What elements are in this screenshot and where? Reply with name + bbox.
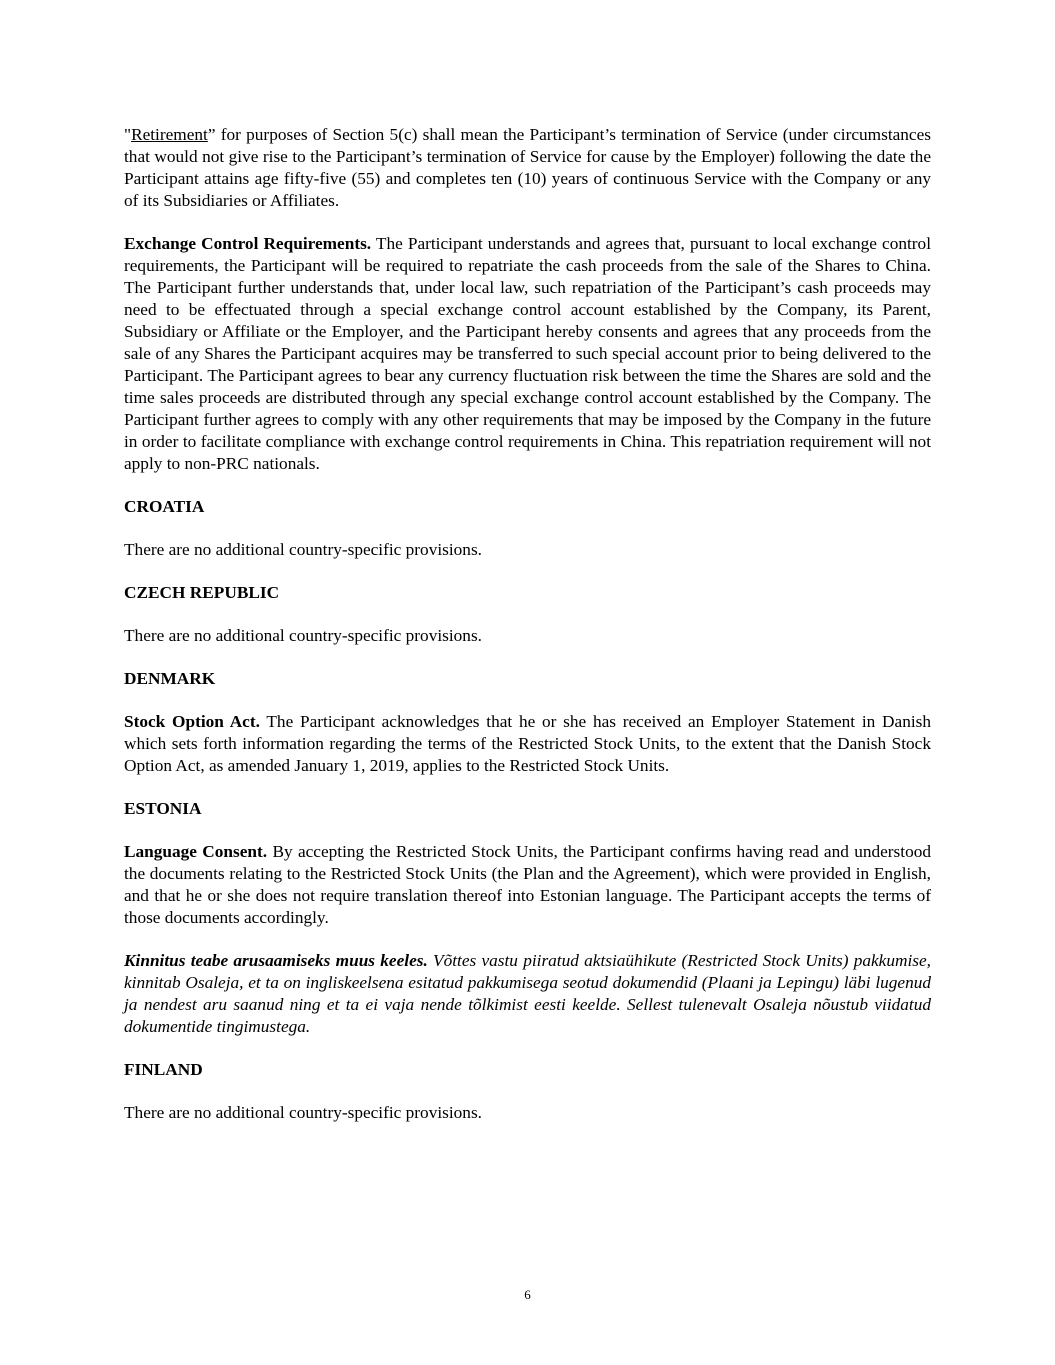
estonia-local-language-text: Võttes vastu piiratud aktsiaühikute (Restricted Stock Units) pakkumise, kinnitab Osaleja, et ta on ingliskeelsena esitatud pakkumisega seotud dokumendid (Plaani ja Lepingu) läbi lugenud ja nendest aru saanud ning et ta ei vaja nende tõlkimist eesti keelde. Sellest tulenevalt Osaleja nõustub viidatud dokumentide tingimustega. xyxy=(124,951,931,1036)
estonia-language-consent-paragraph xyxy=(124,841,931,929)
czech-republic-heading: CZECH REPUBLIC xyxy=(124,583,280,602)
retirement-open-quote: " xyxy=(124,125,132,144)
estonia-local-language-lead: Kinnitus teabe arusaamiseks muus keeles. xyxy=(124,951,428,970)
croatia-text: There are no additional country-specific provisions. xyxy=(124,540,482,559)
exchange-control-lead: Exchange Control Requirements. xyxy=(124,234,372,253)
estonia-heading: ESTONIA xyxy=(124,799,202,818)
denmark-paragraph xyxy=(124,711,931,777)
estonia-language-consent-lead: Language Consent. xyxy=(124,842,268,861)
denmark-heading: DENMARK xyxy=(124,669,216,688)
exchange-control-text: The Participant understands and agrees that, pursuant to local exchange control requirements, the Participant will be required to repatriate the cash proceeds from the sale of the Shares to China. The Participant further understands that, under local law, such repatriation of the Participant’s cash proceeds may need to be effectuated through a special exchange control account established by the Company, its Parent, Subsidiary or Affiliate or the Employer, and the Participant hereby consents and agrees that any proceeds from the sale of any Shares the Participant acquires may be transferred to such special account prior to being delivered to the Participant. The Participant agrees to bear any currency fluctuation risk between the time the Shares are sold and the time sales proceeds are distributed through any special exchange control account established by the Company. The Participant further agrees to comply with any other requirements that may be imposed by the Company in the future in order to facilitate compliance with exchange control requirements in China. This repatriation requirement will not apply to non-PRC nationals. xyxy=(124,234,931,473)
retirement-paragraph xyxy=(124,124,931,212)
retirement-text: ” for purposes of Section 5(c) shall mean the Participant’s termination of Service (under circumstances that would not give rise to the Participant’s termination of Service for cause by the Employer) following the date the Participant attains age fifty-five (55) and completes ten (10) years of continuous Service with the Company or any of its Subsidiaries or Affiliates. xyxy=(124,125,931,210)
denmark-lead: Stock Option Act. xyxy=(124,712,260,731)
croatia-heading: CROATIA xyxy=(124,497,205,516)
estonia-local-language-paragraph xyxy=(124,950,931,1038)
retirement-term: Retirement xyxy=(131,125,208,144)
estonia-language-consent-text: By accepting the Restricted Stock Units, the Participant confirms having read and understood the documents relating to the Restricted Stock Units (the Plan and the Agreement), which were provided in English, and that he or she does not require translation thereof into Estonian language. The Participant accepts the terms of those documents accordingly. xyxy=(124,842,931,927)
czech-republic-text: There are no additional country-specific provisions. xyxy=(124,626,482,645)
exchange-control-paragraph xyxy=(124,233,931,475)
document-page xyxy=(124,124,931,1145)
denmark-text: The Participant acknowledges that he or she has received an Employer Statement in Danish which sets forth information regarding the terms of the Restricted Stock Units, to the extent that the Danish Stock Option Act, as amended January 1, 2019, applies to the Restricted Stock Units. xyxy=(124,712,932,775)
page-number: 6 xyxy=(524,1287,531,1302)
finland-text: There are no additional country-specific provisions. xyxy=(124,1103,482,1122)
finland-heading: FINLAND xyxy=(124,1060,203,1079)
